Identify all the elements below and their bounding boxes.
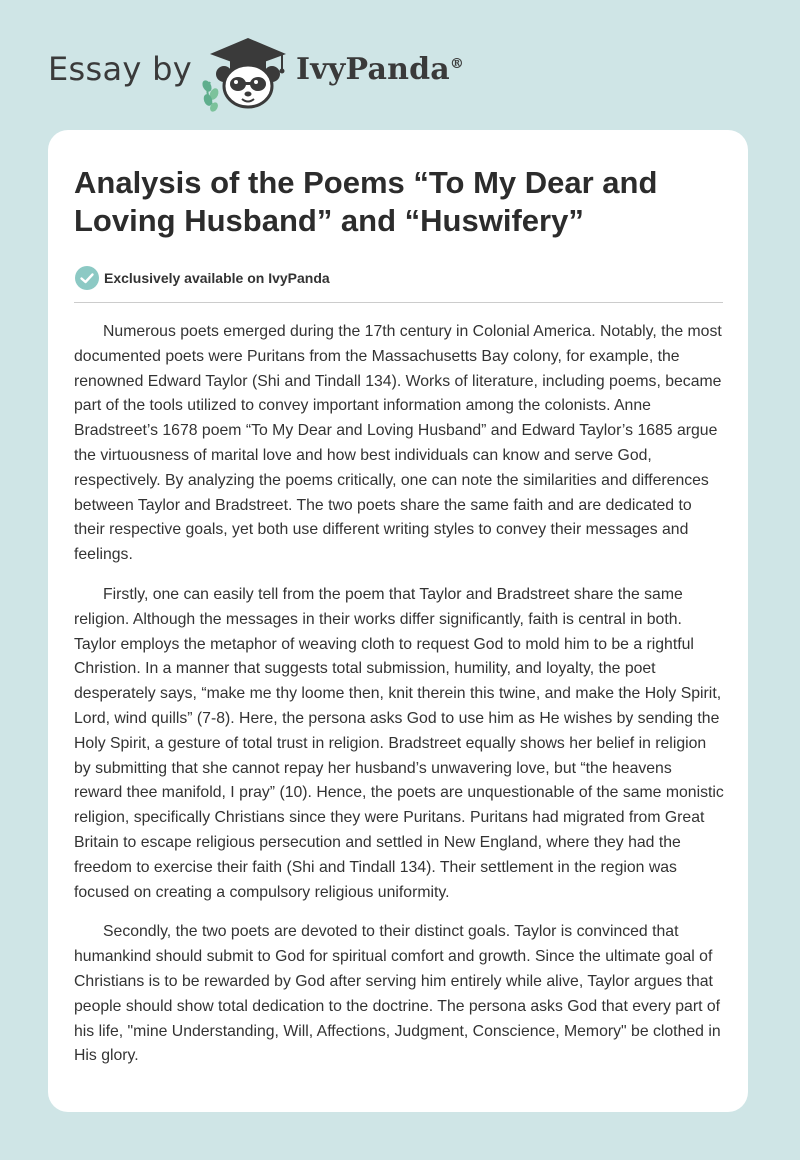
article-body xyxy=(74,320,724,1084)
ivypanda-logo-icon[interactable] xyxy=(200,34,296,112)
paragraph-3: Secondly, the two poets are devoted to their distinct goals. Taylor is convinced that humankind should submit to God for spiritual comfort and growth. Since the ultimate goal of Christians is to be rewarded by God after serving him entirely while alive, Taylor argues that people should show total dedication to the doctrine. The persona asks God that every part of his life, "mine Understanding, Will, Affections, Judgment, Conscience, Memory" be clothed in His glory. xyxy=(74,923,721,1065)
check-circle-icon xyxy=(74,265,100,291)
article-card xyxy=(48,130,748,1112)
brand-name[interactable] xyxy=(296,52,464,87)
paragraph-2: Firstly, one can easily tell from the poem that Taylor and Bradstreet share the same religion. Although the messages in their works differ significantly, faith is central in both. Taylor employs the metaphor of weaving cloth to request God to mold him to be a rightful Christion. In a manner that suggests total submission, humility, and loyalty, the poet desperately says, “make me thy loome then, knit therein this twine, and make the Holy Spirit, Lord, wind quills” (7-8). Here, the persona asks God to use him as He wishes by sending the Holy Spirit, a gesture of total trust in religion. Bradstreet equally shows her belief in religion by submitting that she cannot repay her husband’s unwavering love, but “the heavens reward thee manifold, I pray” (10). Hence, the poets are unquestionable of the same monistic religion, specifically Christians since they were Puritans. Puritans had migrated from Great Britain to escape religious persecution and settled in New England, where they had the freedom to exercise their faith (Shi and Tindall 134). Their settlement in the region was focused on creating a compulsory religious uniformity. xyxy=(74,585,724,901)
exclusive-label: Exclusively available on IvyPanda xyxy=(104,270,330,286)
divider xyxy=(74,302,723,303)
site-header xyxy=(48,34,548,114)
registered-mark: ® xyxy=(449,56,465,72)
essay-by-label: Essay by xyxy=(48,50,192,88)
paragraph-1: Numerous poets emerged during the 17th century in Colonial America. Notably, the most documented poets were Puritans from the Massachusetts Bay colony, for example, the renowned Edward Taylor (Shi and Tindall 134). Works of literature, including poems, became part of the tools utilized to convey important information among the colonists. Anne Bradstreet’s 1678 poem “To My Dear and Loving Husband” and Edward Taylor’s 1685 argue the virtuousness of marital love and how best individuals can know and serve God, respectively. By analyzing the poems critically, one can note the similarities and differences between Taylor and Bradstreet. The two poets share the same faith and are dedicated to their respective goals, yet both use different writing styles to convey their messages and feelings. xyxy=(74,323,722,564)
exclusive-badge xyxy=(74,264,330,292)
brand-name-text: IvyPanda xyxy=(296,52,450,87)
page-title: Analysis of the Poems “To My Dear and Loving Husband” and “Huswifery” xyxy=(74,165,658,238)
